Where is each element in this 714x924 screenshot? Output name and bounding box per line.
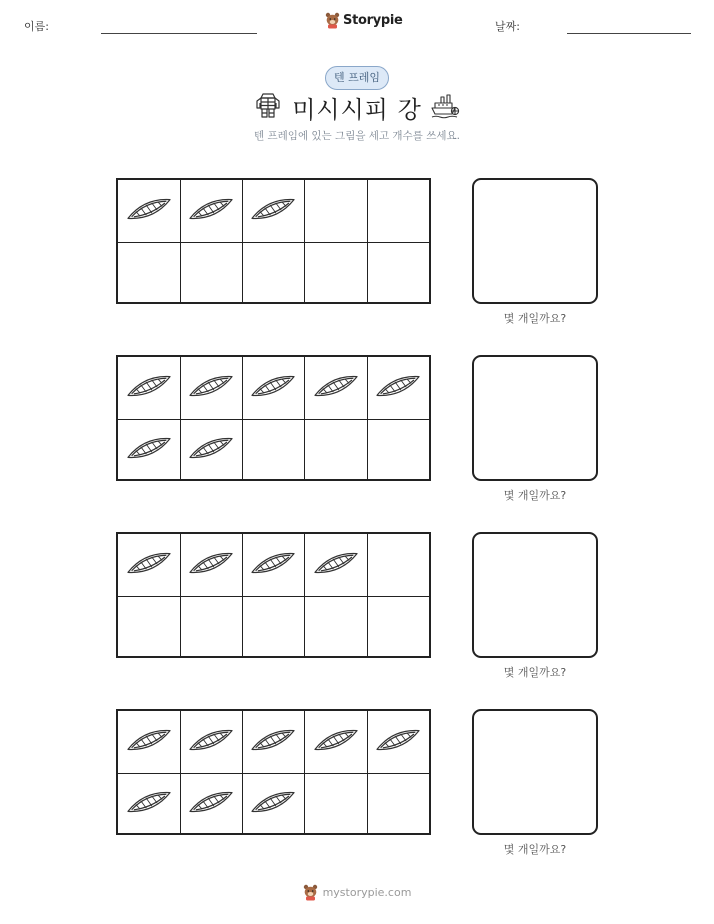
ten-frame-cell — [180, 357, 243, 420]
ten-frame-cell — [367, 711, 430, 774]
ten-frame-cell — [305, 772, 368, 835]
ten-frame-cell — [180, 711, 243, 774]
canoe-icon — [186, 191, 236, 231]
canoe-icon — [373, 722, 423, 762]
canoe-icon — [248, 722, 298, 762]
canoe-icon — [186, 368, 236, 408]
ten-frame-cell — [242, 180, 305, 243]
canoe-icon — [124, 545, 174, 585]
ten-frame-cell — [118, 241, 181, 304]
ten-frame-cell — [118, 180, 181, 243]
canoe-icon — [248, 191, 298, 231]
ten-frame-cell — [367, 241, 430, 304]
ten-frame-cell — [242, 595, 305, 658]
name-label: 이름: — [24, 20, 49, 33]
canoe-icon — [124, 368, 174, 408]
ten-frame-cell — [180, 772, 243, 835]
ten-frame-cell — [242, 241, 305, 304]
storypie-logo — [325, 12, 403, 29]
ten-frame-cell — [305, 357, 368, 420]
ten-frame — [116, 709, 431, 835]
ten-frame-cell — [367, 772, 430, 835]
ten-frame-cell — [242, 357, 305, 420]
footer-site: mystorypie.com — [322, 886, 412, 899]
ten-frame-cell — [118, 711, 181, 774]
ten-frame-cell — [180, 418, 243, 481]
ten-frame-cell — [180, 595, 243, 658]
canoe-icon — [311, 722, 361, 762]
ten-frame-cell — [305, 180, 368, 243]
ten-frame-cell — [305, 595, 368, 658]
ten-frame-cell — [242, 534, 305, 597]
steamboat-icon — [430, 92, 460, 120]
ten-frame — [116, 178, 431, 304]
name-line — [101, 33, 257, 34]
count-question: 몇 개일까요? — [503, 312, 567, 325]
ten-frame-cell — [242, 418, 305, 481]
count-question: 몇 개일까요? — [503, 489, 567, 502]
answer-box[interactable] — [472, 178, 598, 304]
ten-frame-cell — [242, 711, 305, 774]
ten-frame-cell — [367, 180, 430, 243]
ten-frame-cell — [118, 418, 181, 481]
ten-frame-cell — [180, 534, 243, 597]
ten-frame — [116, 355, 431, 481]
page-title: 미시시피 강 — [292, 96, 422, 124]
canoe-icon — [186, 545, 236, 585]
canoe-icon — [373, 368, 423, 408]
ten-frame-cell — [305, 534, 368, 597]
instructions: 텐 프레임에 있는 그림을 세고 개수를 쓰세요. — [254, 130, 460, 142]
ten-frame-cell — [242, 772, 305, 835]
ten-frame-cell — [367, 418, 430, 481]
canoe-icon — [248, 368, 298, 408]
canoe-icon — [124, 722, 174, 762]
ten-frame-cell — [367, 357, 430, 420]
canoe-icon — [124, 430, 174, 470]
ten-frame-cell — [305, 241, 368, 304]
ten-frame-cell — [367, 595, 430, 658]
ten-frame-cell — [180, 241, 243, 304]
canoe-icon — [311, 545, 361, 585]
canoe-icon — [248, 784, 298, 824]
ten-frame-cell — [367, 534, 430, 597]
canoe-icon — [248, 545, 298, 585]
answer-box[interactable] — [472, 355, 598, 481]
ten-frame — [116, 532, 431, 658]
count-question: 몇 개일까요? — [503, 666, 567, 679]
answer-box[interactable] — [472, 709, 598, 835]
canoe-icon — [186, 784, 236, 824]
bear-mascot-icon — [303, 884, 318, 901]
canoe-icon — [124, 191, 174, 231]
canoe-icon — [186, 722, 236, 762]
canoe-icon — [186, 430, 236, 470]
count-question: 몇 개일까요? — [503, 843, 567, 856]
date-line — [567, 33, 691, 34]
ten-frame-cell — [118, 772, 181, 835]
ten-frame-cell — [118, 534, 181, 597]
ten-frame-cell — [305, 711, 368, 774]
canoe-icon — [311, 368, 361, 408]
topic-badge: 텐 프레임 — [325, 66, 389, 90]
canoe-icon — [124, 784, 174, 824]
ten-frame-cell — [180, 180, 243, 243]
ten-frame-cell — [305, 418, 368, 481]
ten-frame-cell — [118, 595, 181, 658]
answer-box[interactable] — [472, 532, 598, 658]
logo-text: Storypie — [343, 13, 403, 28]
bear-mascot-icon — [325, 12, 340, 29]
footer — [0, 884, 714, 901]
ten-frame-cell — [118, 357, 181, 420]
date-label: 날짜: — [495, 20, 520, 33]
